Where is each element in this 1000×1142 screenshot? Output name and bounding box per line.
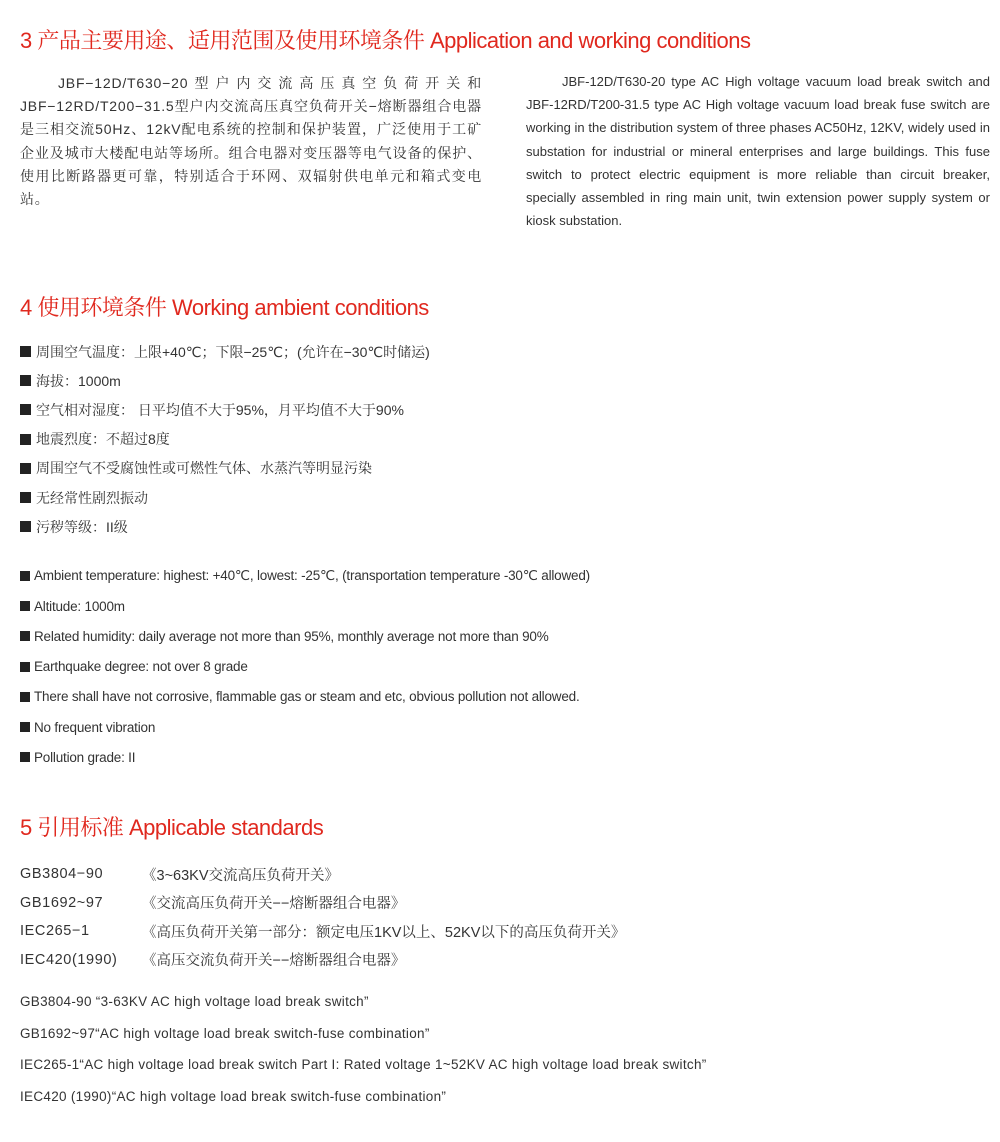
bullet-square-icon xyxy=(20,601,30,611)
standard-code: IEC420(1990) xyxy=(20,951,118,968)
list-item xyxy=(20,483,430,512)
list-item: IEC420 (1990)“AC high voltage load break switch-fuse combination” xyxy=(20,1089,447,1105)
condition-text: 污秽等级：II级 xyxy=(36,518,128,535)
standard-code: GB1692~97 xyxy=(20,894,104,911)
application-english-paragraph xyxy=(526,70,990,232)
standard-title: 《交流高压负荷开关−−熔断器组合电器》 xyxy=(142,896,406,913)
bullet-square-icon xyxy=(20,521,31,532)
list-item xyxy=(20,512,430,541)
bullet-square-icon xyxy=(20,463,31,474)
table-row xyxy=(20,917,625,946)
list-item xyxy=(20,561,590,591)
standards-chinese-table xyxy=(20,860,625,974)
condition-text: Pollution grade: II xyxy=(34,749,136,765)
bullet-square-icon xyxy=(20,631,30,641)
list-item xyxy=(20,742,590,772)
list-item xyxy=(20,425,430,454)
list-item xyxy=(20,366,430,395)
standard-code: IEC265−1 xyxy=(20,923,90,940)
table-row xyxy=(20,889,625,918)
list-item xyxy=(20,712,590,742)
application-chinese-paragraph xyxy=(20,72,482,211)
ambient-conditions-chinese-list xyxy=(20,337,430,541)
condition-text: 周围空气不受腐蚀性或可燃性气体、水蒸汽等明显污染 xyxy=(36,460,372,477)
section-3-heading: 3 产品主要用途、适用范围及使用环境条件 Application and working conditions xyxy=(20,28,751,53)
list-item: GB3804-90 “3-63KV AC high voltage load break switch” xyxy=(20,994,369,1010)
section-4-heading: 4 使用环境条件 Working ambient conditions xyxy=(20,295,429,320)
list-item xyxy=(20,652,590,682)
list-item xyxy=(20,682,590,712)
list-item xyxy=(20,395,430,424)
bullet-square-icon xyxy=(20,492,31,503)
condition-text: Earthquake degree: not over 8 grade xyxy=(34,659,248,675)
bullet-square-icon xyxy=(20,662,30,672)
standard-title: 《3~63KV交流高压负荷开关》 xyxy=(142,867,340,884)
list-item: GB1692~97“AC high voltage load break switch-fuse combination” xyxy=(20,1025,430,1041)
condition-text: There shall have not corrosive, flammable gas or steam and etc, obvious pollution not allowed. xyxy=(34,689,580,705)
application-english-text: JBF-12D/T630-20 type AC High voltage vacuum load break switch and JBF-12RD/T200-31.5 type AC High voltage vacuum load break fuse switch are working in the distribution system of three phases AC50Hz, 12KV, widely used in substation for industrial or mineral enterprises and large buildings. This fuse switch to protect electric equipment is more reliable than circuit breaker, specially assembled in ring main unit, twin extension power supply system or kiosk substation. xyxy=(526,74,990,229)
condition-text: Ambient temperature: highest: +40℃, lowest: -25℃, (transportation temperature -30℃ allowed) xyxy=(34,568,590,584)
list-item xyxy=(20,454,430,483)
condition-text: 无经常性剧烈振动 xyxy=(36,489,148,506)
ambient-conditions-english-list xyxy=(20,561,590,772)
bullet-square-icon xyxy=(20,346,31,357)
condition-text: 海拔：1000m xyxy=(36,372,121,389)
bullet-square-icon xyxy=(20,752,30,762)
table-row xyxy=(20,860,625,889)
standard-title: 《高压负荷开关第一部分：额定电压1KV以上、52KV以下的高压负荷开关》 xyxy=(142,924,626,941)
standards-english-list xyxy=(20,986,707,1112)
bullet-square-icon xyxy=(20,375,31,386)
application-chinese-text: JBF−12D/T630−20型户内交流高压真空负荷开关和JBF−12RD/T200−31.5型户内交流高压真空负荷开关−熔断器组合电器是三相交流50Hz、12kV配电系统的控制和保护装置，广泛使用于工矿企业及城市大楼配电站等场所。组合电器对变压器等电气设备的保护、使用比断路器更可靠，特别适合于环网、双辐射供电单元和箱式变电站。 xyxy=(20,75,482,208)
standard-title: 《高压交流负荷开关−−熔断器组合电器》 xyxy=(142,953,406,970)
condition-text: No frequent vibration xyxy=(34,719,156,735)
list-item xyxy=(20,591,590,621)
list-item xyxy=(20,621,590,651)
condition-text: 空气相对湿度： 日平均值不大于95%，月平均值不大于90% xyxy=(36,401,404,418)
table-row xyxy=(20,946,625,975)
condition-text: 周围空气温度：上限+40℃；下限−25℃；(允许在−30℃时储运) xyxy=(36,343,430,360)
standard-code: GB3804−90 xyxy=(20,866,104,883)
bullet-square-icon xyxy=(20,571,30,581)
condition-text: 地震烈度：不超过8度 xyxy=(36,431,170,448)
condition-text: Altitude: 1000m xyxy=(34,598,125,614)
bullet-square-icon xyxy=(20,722,30,732)
list-item: IEC265-1“AC high voltage load break switch Part I: Rated voltage 1~52KV AC high voltage load break switch” xyxy=(20,1057,707,1073)
condition-text: Related humidity: daily average not more than 95%, monthly average not more than 90% xyxy=(34,628,549,644)
bullet-square-icon xyxy=(20,692,30,702)
list-item xyxy=(20,337,430,366)
bullet-square-icon xyxy=(20,434,31,445)
section-5-heading: 5 引用标准 Applicable standards xyxy=(20,815,324,840)
bullet-square-icon xyxy=(20,404,31,415)
